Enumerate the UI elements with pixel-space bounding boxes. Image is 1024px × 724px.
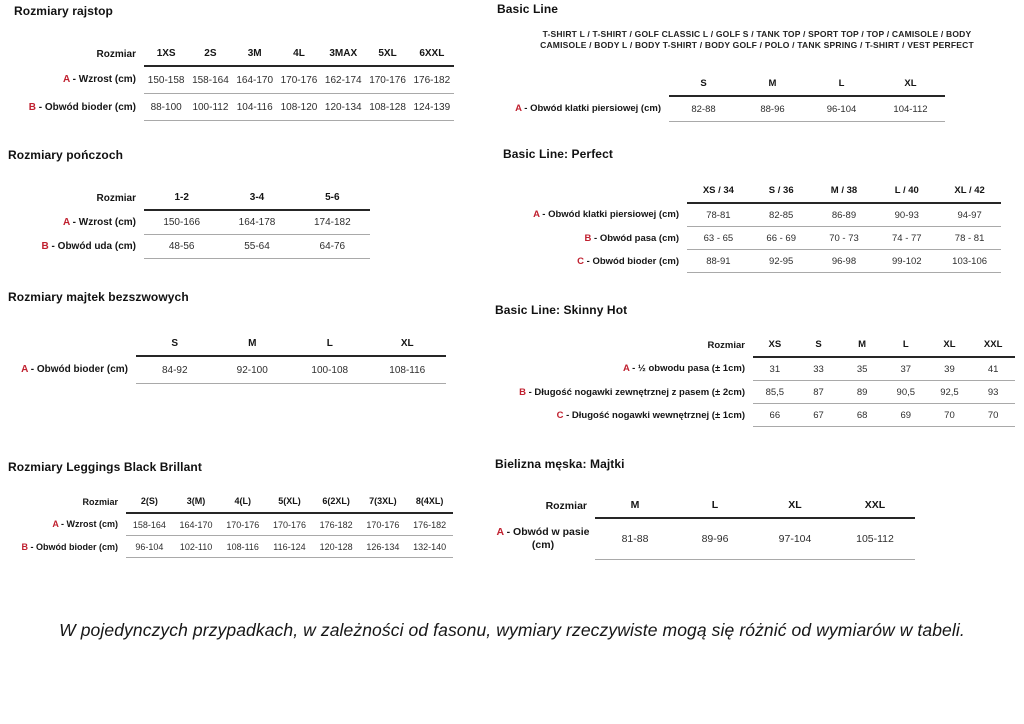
size-value-cell: 102-110: [173, 536, 220, 558]
size-value-cell: 100-112: [188, 94, 232, 121]
size-value-cell: 92,5: [928, 381, 972, 404]
product-list-line: CAMISOLE / BODY L / BODY T-SHIRT / BODY GOLF / POLO / TANK SPRING / T-SHIRT / VEST PERFECT: [540, 40, 974, 50]
size-table: [495, 499, 915, 560]
size-value-cell: 176-182: [313, 513, 360, 536]
measurement-row-label: B - Obwód bioder (cm): [21, 541, 118, 552]
size-column-header: 3MAX: [321, 48, 365, 66]
size-table: [501, 78, 945, 122]
size-label-header: Rozmiar: [96, 193, 136, 204]
size-column-header: 2(S): [126, 496, 173, 513]
size-value-cell: 81-88: [595, 518, 675, 560]
size-column-header: M: [214, 338, 292, 356]
size-value-cell: 88-91: [687, 250, 750, 273]
measurement-row-label: A - Obwód klatki piersiowej (cm): [515, 103, 661, 115]
measurement-letter: A: [622, 363, 630, 375]
size-value-cell: 90,5: [884, 381, 928, 404]
measurement-row-label: B - Obwód pasa (cm): [584, 232, 679, 244]
section-heading: Basic Line: Skinny Hot: [495, 303, 628, 317]
size-value-cell: 170-176: [219, 513, 266, 536]
size-column-header: S / 36: [750, 185, 813, 203]
measurement-row-label: A - Obwód klatki piersiowej (cm): [533, 209, 679, 221]
size-value-cell: 108-116: [219, 536, 266, 558]
size-column-header: 8(4XL): [406, 496, 453, 513]
size-value-cell: 69: [884, 404, 928, 427]
size-value-cell: 126-134: [360, 536, 407, 558]
section-heading: Rozmiary rajstop: [14, 4, 113, 18]
measurement-row-label: A - ½ obwodu pasa (± 1cm): [622, 363, 745, 375]
size-table: [8, 496, 453, 558]
size-table: [8, 192, 370, 259]
section-heading: Bielizna męska: Majtki: [495, 457, 625, 471]
size-value-cell: 124-139: [410, 94, 454, 121]
size-value-cell: 82-85: [750, 203, 813, 227]
size-column-header: 6(2XL): [313, 496, 360, 513]
measurement-row-label: A - Obwód w pasie (cm): [496, 525, 590, 551]
size-value-cell: 164-178: [219, 210, 294, 235]
size-value-cell: 96-104: [126, 536, 173, 558]
size-value-cell: 96-104: [807, 96, 876, 122]
size-table: [495, 339, 1015, 427]
section-heading: Rozmiary majtek bezszwowych: [8, 290, 189, 304]
size-value-cell: 70: [928, 404, 972, 427]
size-label-header: Rozmiar: [707, 340, 745, 351]
size-column-header: L: [807, 78, 876, 96]
size-value-cell: 170-176: [277, 66, 321, 94]
measurement-letter: B: [584, 232, 592, 244]
size-value-cell: 78-81: [687, 203, 750, 227]
measurement-letter: B: [519, 386, 526, 398]
size-value-cell: 74 - 77: [875, 227, 938, 250]
size-value-cell: 55-64: [219, 235, 294, 259]
basic-line-size-table: [497, 78, 1017, 122]
size-column-header: XL: [876, 78, 945, 96]
size-value-cell: 92-100: [214, 356, 292, 384]
size-value-cell: 97-104: [755, 518, 835, 560]
measurement-row-label: C - Długość nogawki wewnętrznej (± 1cm): [556, 409, 745, 421]
size-value-cell: 87: [797, 381, 841, 404]
size-value-cell: 86-89: [813, 203, 876, 227]
size-value-cell: 150-166: [144, 210, 219, 235]
size-column-header: 3(M): [173, 496, 220, 513]
size-value-cell: 99-102: [875, 250, 938, 273]
measurement-row-label: A - Wzrost (cm): [63, 216, 136, 228]
size-column-header: M: [595, 499, 675, 518]
section-basic-line-skinny-hot: [495, 303, 1015, 427]
size-column-header: XL: [369, 338, 447, 356]
size-value-cell: 176-182: [406, 513, 453, 536]
size-label-header: Rozmiar: [82, 497, 118, 507]
measurement-row-label: A - Wzrost (cm): [63, 74, 136, 86]
size-value-cell: 63 - 65: [687, 227, 750, 250]
measurement-row-label: B - Obwód bioder (cm): [28, 101, 136, 113]
mens-briefs-size-table: [495, 499, 915, 560]
measurement-letter: A: [533, 209, 540, 221]
size-value-cell: 174-182: [295, 210, 370, 235]
size-value-cell: 41: [971, 357, 1015, 381]
size-table: [8, 338, 446, 384]
size-column-header: 4(L): [219, 496, 266, 513]
size-value-cell: 35: [840, 357, 884, 381]
size-value-cell: 70: [971, 404, 1015, 427]
size-value-cell: 104-112: [876, 96, 945, 122]
size-value-cell: 67: [797, 404, 841, 427]
seamless-briefs-size-table: [8, 338, 446, 384]
leggings-size-table: [8, 496, 453, 558]
stockings-size-table: [8, 192, 370, 259]
section-heading: Rozmiary Leggings Black Brillant: [8, 460, 202, 474]
size-column-header: 1-2: [144, 192, 219, 210]
size-value-cell: 84-92: [136, 356, 214, 384]
size-column-header: 3M: [233, 48, 277, 66]
size-column-header: XS: [753, 339, 797, 357]
size-value-cell: 48-56: [144, 235, 219, 259]
perfect-size-table: [503, 185, 1001, 273]
size-value-cell: 164-170: [233, 66, 277, 94]
measurement-letter: A: [515, 103, 522, 115]
size-label-header: [8, 338, 136, 356]
size-value-cell: 89: [840, 381, 884, 404]
section-leggings-sizes: [8, 460, 453, 558]
measurement-letter: B: [21, 541, 28, 552]
size-label-header: [501, 78, 669, 96]
measurement-letter: A: [21, 364, 28, 376]
size-column-header: XXL: [971, 339, 1015, 357]
section-seamless-briefs-sizes: [8, 290, 446, 384]
size-column-header: S: [669, 78, 738, 96]
size-value-cell: 88-96: [738, 96, 807, 122]
size-column-header: L: [675, 499, 755, 518]
size-label-header: [503, 185, 687, 203]
size-label-header: Rozmiar: [545, 500, 587, 512]
size-value-cell: 103-106: [938, 250, 1001, 273]
size-value-cell: 105-112: [835, 518, 915, 560]
size-column-header: 5(XL): [266, 496, 313, 513]
size-column-header: 6XXL: [410, 48, 454, 66]
size-value-cell: 39: [928, 357, 972, 381]
size-value-cell: 66: [753, 404, 797, 427]
size-value-cell: 37: [884, 357, 928, 381]
size-column-header: 5XL: [365, 48, 409, 66]
size-column-header: L: [291, 338, 369, 356]
measurement-letter: B: [41, 241, 49, 252]
section-stockings-sizes: [8, 148, 370, 259]
size-value-cell: 120-134: [321, 94, 365, 121]
section-mens-briefs: [495, 457, 915, 560]
size-value-cell: 120-128: [313, 536, 360, 558]
size-column-header: L: [884, 339, 928, 357]
size-value-cell: 64-76: [295, 235, 370, 259]
size-value-cell: 162-174: [321, 66, 365, 94]
section-basic-line: [497, 2, 1017, 122]
size-label-header: Rozmiar: [96, 49, 136, 60]
measurement-row-label: B - Obwód uda (cm): [41, 241, 136, 252]
size-value-cell: 92-95: [750, 250, 813, 273]
size-value-cell: 96-98: [813, 250, 876, 273]
size-column-header: 4L: [277, 48, 321, 66]
size-column-header: XL: [755, 499, 835, 518]
measurement-row-label: C - Obwód bioder (cm): [577, 255, 679, 267]
measurement-letter: B: [28, 101, 36, 113]
section-heading: Basic Line: Perfect: [503, 147, 613, 161]
disclaimer-note: W pojedynczych przypadkach, w zależności od fasonu, wymiary rzeczywiste mogą się różnić od wymiarów w tabeli.: [59, 620, 965, 640]
size-value-cell: 104-116: [233, 94, 277, 121]
size-column-header: M: [840, 339, 884, 357]
size-value-cell: 108-120: [277, 94, 321, 121]
size-column-header: 5-6: [295, 192, 370, 210]
size-value-cell: 93: [971, 381, 1015, 404]
size-value-cell: 158-164: [188, 66, 232, 94]
size-column-header: M / 38: [813, 185, 876, 203]
size-value-cell: 108-116: [369, 356, 447, 384]
size-value-cell: 132-140: [406, 536, 453, 558]
size-value-cell: 158-164: [126, 513, 173, 536]
skinny-hot-size-table: [495, 339, 1015, 427]
size-value-cell: 33: [797, 357, 841, 381]
size-column-header: 3-4: [219, 192, 294, 210]
size-value-cell: 85,5: [753, 381, 797, 404]
section-heading: Rozmiary pończoch: [8, 148, 124, 162]
size-column-header: 2S: [188, 48, 232, 66]
size-column-header: L / 40: [875, 185, 938, 203]
size-value-cell: 176-182: [410, 66, 454, 94]
size-column-header: XXL: [835, 499, 915, 518]
section-tights-sizes: [8, 4, 454, 121]
size-value-cell: 170-176: [360, 513, 407, 536]
size-value-cell: 88-100: [144, 94, 188, 121]
measurement-row-label: B - Długość nogawki zewnętrznej z pasem (± 2cm): [519, 386, 745, 398]
measurement-row-label: A - Wzrost (cm): [52, 519, 118, 530]
section-heading: Basic Line: [497, 2, 559, 16]
size-value-cell: 100-108: [291, 356, 369, 384]
measurement-letter: A: [496, 525, 504, 538]
size-value-cell: 70 - 73: [813, 227, 876, 250]
size-column-header: M: [738, 78, 807, 96]
size-value-cell: 150-158: [144, 66, 188, 94]
product-list-line: T-SHIRT L / T-SHIRT / GOLF CLASSIC L / GOLF S / TANK TOP / SPORT TOP / TOP / CAMISOLE / BODY: [542, 29, 972, 39]
product-list: [497, 29, 1017, 51]
size-value-cell: 89-96: [675, 518, 755, 560]
measurement-letter: A: [52, 519, 59, 530]
size-column-header: XL / 42: [938, 185, 1001, 203]
size-value-cell: 170-176: [365, 66, 409, 94]
size-value-cell: 170-176: [266, 513, 313, 536]
size-value-cell: 66 - 69: [750, 227, 813, 250]
size-table: [8, 48, 454, 121]
size-value-cell: 90-93: [875, 203, 938, 227]
section-basic-line-perfect: [503, 147, 1001, 273]
size-column-header: S: [797, 339, 841, 357]
size-column-header: XL: [928, 339, 972, 357]
size-value-cell: 164-170: [173, 513, 220, 536]
size-column-header: 7(3XL): [360, 496, 407, 513]
size-value-cell: 68: [840, 404, 884, 427]
size-value-cell: 94-97: [938, 203, 1001, 227]
size-value-cell: 31: [753, 357, 797, 381]
size-value-cell: 108-128: [365, 94, 409, 121]
size-value-cell: 82-88: [669, 96, 738, 122]
size-column-header: XS / 34: [687, 185, 750, 203]
size-column-header: 1XS: [144, 48, 188, 66]
size-value-cell: 116-124: [266, 536, 313, 558]
measurement-letter: C: [577, 255, 584, 267]
size-value-cell: 78 - 81: [938, 227, 1001, 250]
measurement-row-label: A - Obwód bioder (cm): [21, 364, 128, 376]
measurement-letter: C: [556, 409, 564, 421]
measurement-letter: A: [63, 74, 70, 86]
size-column-header: S: [136, 338, 214, 356]
tights-size-table: [8, 48, 454, 121]
size-table: [503, 185, 1001, 273]
measurement-letter: A: [63, 216, 70, 228]
